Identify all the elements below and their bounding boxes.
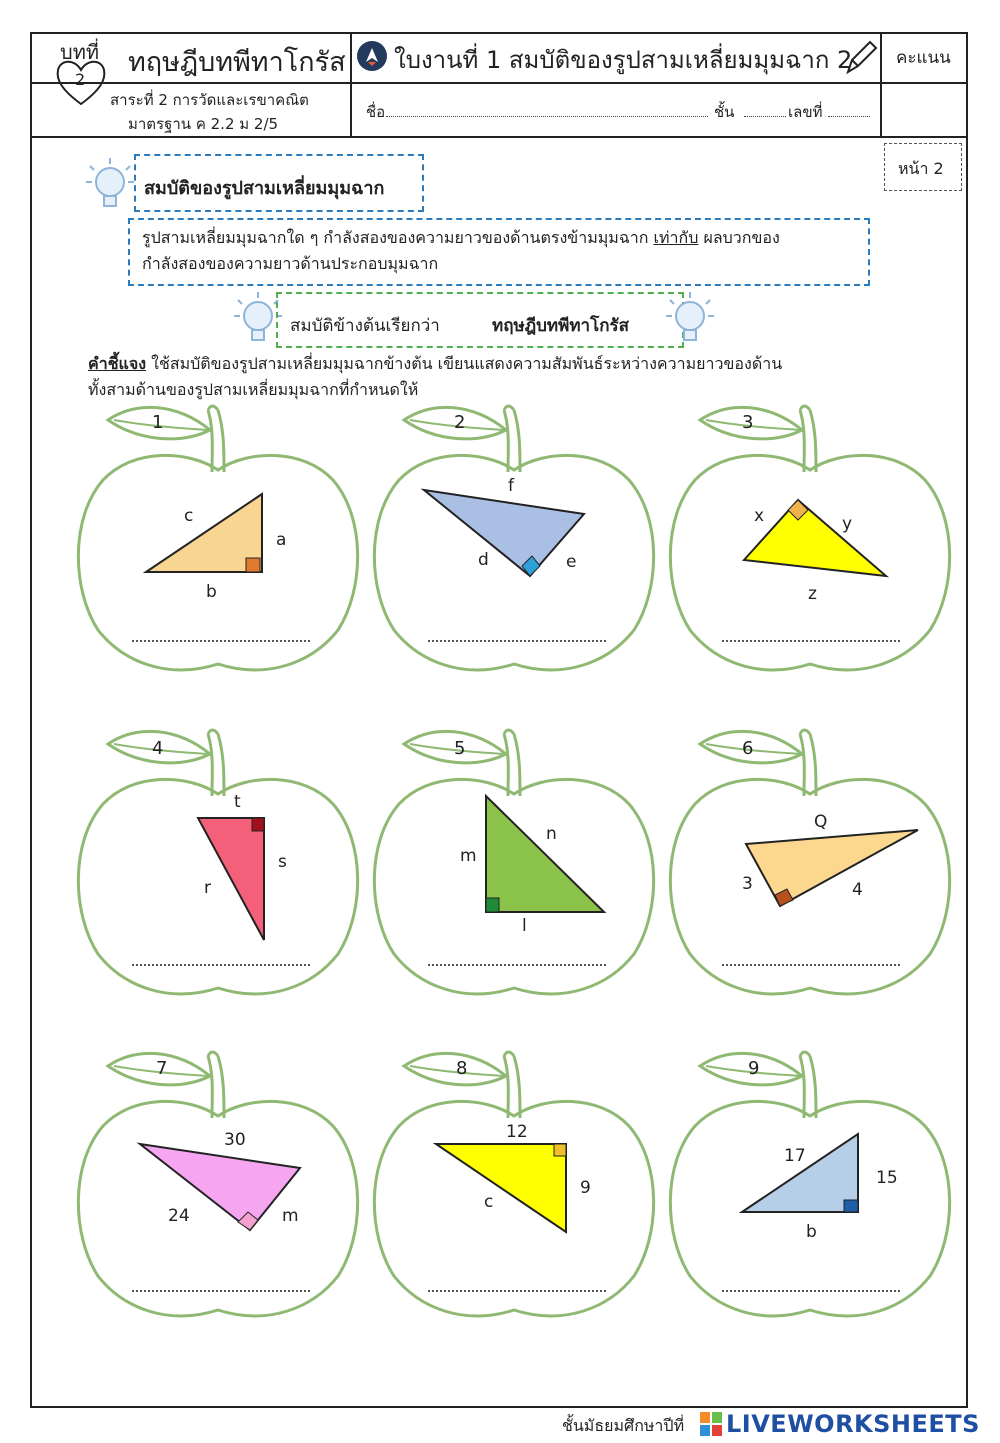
side-label: d xyxy=(478,550,489,570)
problem-number: 6 xyxy=(742,738,754,759)
right-angle-marker xyxy=(486,898,499,912)
side-label: 15 xyxy=(876,1168,898,1188)
problem-number: 1 xyxy=(152,412,164,433)
concept-body-part-a: รูปสามเหลี่ยมมุมฉากใด ๆ กำลังสองของความยาวของด้านตรงข้ามมุมฉาก xyxy=(142,228,649,247)
triangle-5 xyxy=(486,796,604,912)
problem-number: 5 xyxy=(454,738,466,759)
problem-number: 4 xyxy=(152,738,164,759)
side-label: b xyxy=(806,1222,817,1242)
instruction-text: ใช้สมบัติของรูปสามเหลี่ยมมุมฉากข้างต้น เขียนแสดงความสัมพันธ์ระหว่างความยาวของด้าน xyxy=(151,354,783,373)
triangle-7 xyxy=(140,1144,300,1230)
concept-body-part-c: ผลบวกของ xyxy=(703,228,780,247)
right-angle-marker xyxy=(554,1144,566,1156)
side-label: z xyxy=(808,584,817,604)
triangle-6 xyxy=(746,830,918,906)
side-label: s xyxy=(278,852,287,872)
answer-field-3[interactable] xyxy=(722,640,900,642)
instruction-line2: ทั้งสามด้านของรูปสามเหลี่ยมมุมฉากที่กำหนดให้ xyxy=(88,380,419,399)
concept-body-line2: กำลังสองของความยาวด้านประกอบมุมฉาก xyxy=(142,254,439,273)
right-angle-marker xyxy=(246,558,260,572)
triangle-1 xyxy=(146,494,262,572)
concept-heading: สมบัติของรูปสามเหลี่ยมมุมฉาก xyxy=(144,178,385,199)
side-label: 3 xyxy=(742,874,753,894)
footer-grade-text: ชั้นมัธยมศึกษาปีที่ xyxy=(562,1416,685,1435)
problem-number: 3 xyxy=(742,412,754,433)
problem-number: 9 xyxy=(748,1058,760,1079)
side-label: Q xyxy=(814,812,828,832)
problem-number: 7 xyxy=(156,1058,168,1079)
right-angle-marker xyxy=(844,1200,858,1212)
side-label: a xyxy=(276,530,287,550)
side-label: m xyxy=(460,846,477,866)
side-label: 24 xyxy=(168,1206,190,1226)
concept-body-part-b: เท่ากับ xyxy=(653,228,699,247)
class-label: ชั้น xyxy=(714,103,735,121)
side-label: 4 xyxy=(852,880,863,900)
score-label: คะแนน xyxy=(896,48,951,68)
answer-field-6[interactable] xyxy=(722,964,900,966)
problem-number: 2 xyxy=(454,412,466,433)
side-label: c xyxy=(484,1192,494,1212)
side-label: c xyxy=(184,506,194,526)
apple-frame xyxy=(78,730,357,994)
side-label: 30 xyxy=(224,1130,246,1150)
side-label: f xyxy=(508,476,514,496)
liveworksheets-logo-icon xyxy=(700,1412,722,1436)
theorem-name: ทฤษฎีบทพีทาโกรัส xyxy=(492,316,630,336)
side-label: n xyxy=(546,824,557,844)
side-label: 9 xyxy=(580,1178,591,1198)
side-label: 12 xyxy=(506,1122,528,1142)
side-label: 17 xyxy=(784,1146,806,1166)
triangle-2 xyxy=(424,490,584,576)
right-angle-marker xyxy=(252,818,264,831)
triangle-8 xyxy=(436,1144,566,1232)
triangle-3 xyxy=(744,500,886,576)
side-label: x xyxy=(754,506,765,526)
answer-field-4[interactable] xyxy=(132,964,310,966)
side-label: y xyxy=(842,514,853,534)
side-label: e xyxy=(566,552,577,572)
strand-text: สาระที่ 2 การวัดและเรขาคณิต xyxy=(110,91,309,109)
answer-field-1[interactable] xyxy=(132,640,310,642)
worksheet-title: ใบงานที่ 1 สมบัติของรูปสามเหลี่ยมมุมฉาก 2 xyxy=(394,46,853,74)
chapter-number: 2 xyxy=(75,70,86,89)
side-label: b xyxy=(206,582,217,602)
answer-field-9[interactable] xyxy=(722,1290,900,1292)
problem-number: 8 xyxy=(456,1058,468,1079)
answer-field-5[interactable] xyxy=(428,964,606,966)
side-label: l xyxy=(522,916,527,936)
side-label: t xyxy=(234,792,241,812)
name-label: ชื่อ xyxy=(366,103,386,121)
side-label: m xyxy=(282,1206,299,1226)
chapter-label: บทที่ xyxy=(60,40,100,64)
answer-field-7[interactable] xyxy=(132,1290,310,1292)
side-label: r xyxy=(204,878,211,898)
page-label: หน้า 2 xyxy=(898,159,944,178)
instruction-label: คำชี้แจง xyxy=(88,354,147,373)
number-label: เลขที่ xyxy=(788,103,823,121)
theorem-called-label: สมบัติข้างต้นเรียกว่า xyxy=(290,316,440,336)
chapter-title: ทฤษฎีบทพีทาโกรัส xyxy=(128,47,346,78)
watermark[interactable]: LIVEWORKSHEETS xyxy=(726,1410,980,1438)
answer-field-8[interactable] xyxy=(428,1290,606,1292)
answer-field-2[interactable] xyxy=(428,640,606,642)
standard-text: มาตรฐาน ค 2.2 ม 2/5 xyxy=(128,115,279,133)
